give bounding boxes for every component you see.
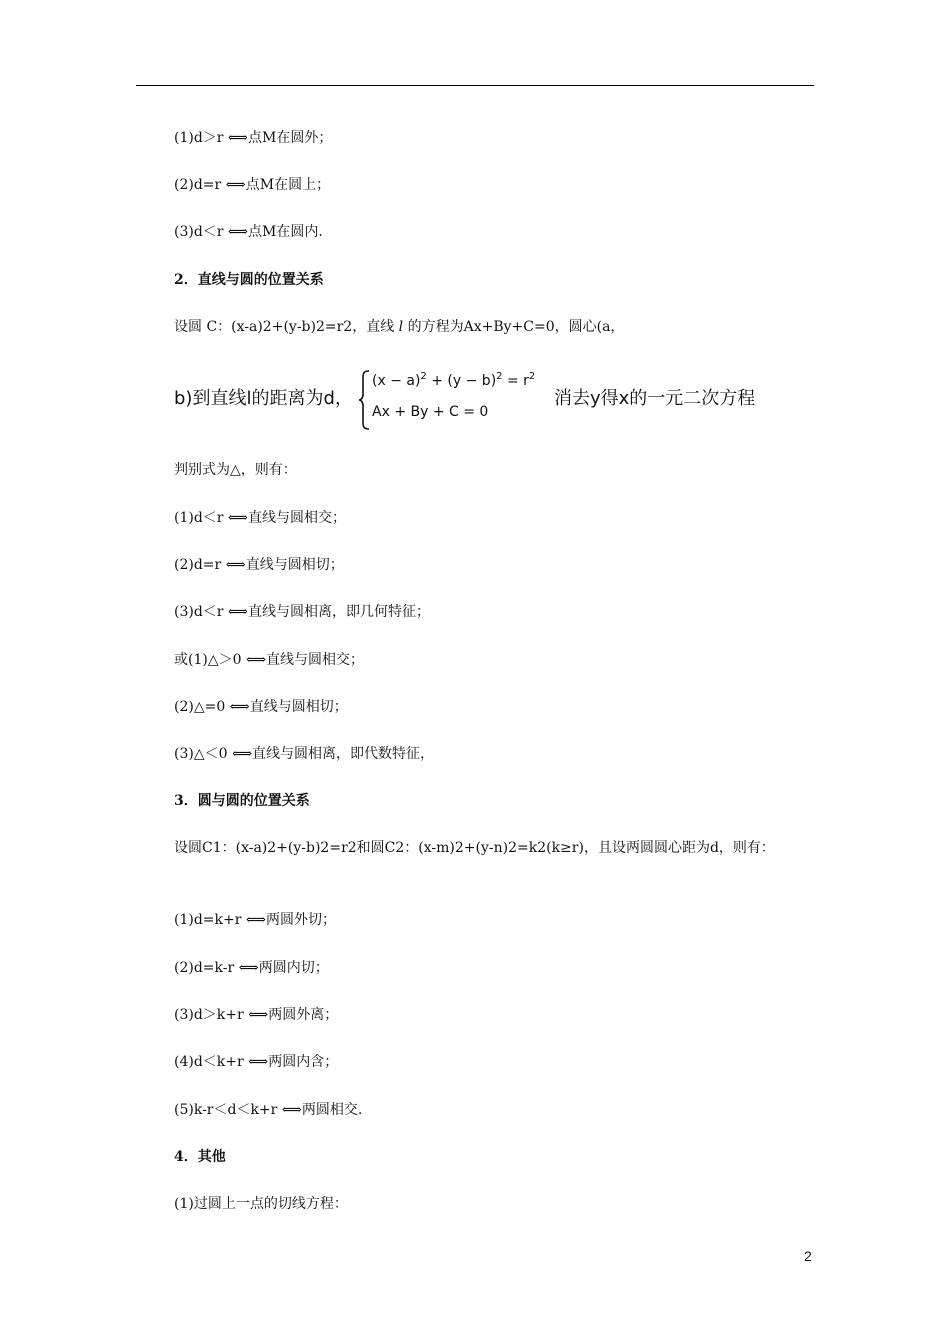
line-symbol-l: l (398, 319, 404, 335)
line-circle-separate-geometric: (3)d＜r ⟺直线与圆相离，即几何特征； (174, 604, 431, 620)
section-heading-line-circle: 2．直线与圆的位置关系 (174, 272, 324, 288)
system-of-equations (174, 370, 814, 432)
line-circle-tangent: (2)d=r ⟺直线与圆相切； (174, 557, 344, 573)
point-outside-circle: (1)d＞r ⟺点M在圆外； (174, 130, 333, 146)
point-inside-circle: (3)d＜r ⟺点M在圆内. (174, 224, 323, 240)
circles-internally-tangent: (2)d=k-r ⟺两圆内切； (174, 960, 329, 976)
eq1-term-x: (x − a) (372, 373, 421, 389)
left-brace-icon (358, 370, 370, 430)
eq1-exponent-2: 2 (496, 371, 503, 382)
eq1-term-r: = r (502, 373, 529, 389)
circles-contained: (4)d＜k+r ⟺两圆内含； (174, 1054, 339, 1070)
eq1-term-y: + (y − b) (426, 373, 497, 389)
page-number: 2 (804, 1248, 812, 1264)
circles-separate: (3)d＞k+r ⟺两圆外离； (174, 1007, 339, 1023)
line-circle-intro (174, 318, 624, 336)
discriminant-zero: (2)△=0 ⟺直线与圆相切； (174, 699, 348, 715)
circles-externally-tangent: (1)d=k+r ⟺两圆外切； (174, 912, 336, 928)
line-circle-intersect: (1)d＜r ⟺直线与圆相交； (174, 510, 347, 526)
discriminant-negative: (3)△＜0 ⟺直线与圆相离，即代数特征， (174, 746, 435, 762)
formula-lead-text: b)到直线l的距离为d， (174, 388, 353, 409)
intro-part-b: 的方程为Ax+By+C=0，圆心(a， (403, 319, 625, 335)
section-heading-circle-circle: 3．圆与圆的位置关系 (174, 793, 310, 809)
circles-intersect: (5)k-r＜d＜k+r ⟺两圆相交. (174, 1102, 363, 1118)
line-equation: Ax + By + C = 0 (372, 404, 489, 420)
section-heading-other: 4．其他 (174, 1149, 226, 1165)
circle-equation (372, 372, 535, 390)
header-rule (136, 85, 814, 86)
eq1-exponent-3: 2 (528, 371, 536, 382)
intro-part-a: 设圆 C：(x-a)2+(y-b)2=r2，直线 (174, 319, 399, 335)
formula-tail-text: 消去y得x的一元二次方程 (554, 388, 756, 409)
tangent-line-equation: (1)过圆上一点的切线方程： (174, 1196, 348, 1212)
eq1-exponent-1: 2 (420, 371, 427, 382)
point-on-circle: (2)d=r ⟺点M在圆上； (174, 177, 331, 193)
circle-circle-intro: 设圆C1：(x-a)2+(y-b)2=r2和圆C2：(x-m)2+(y-n)2=k2(k≥r)，且设两圆圆心距为d，则有： (174, 840, 775, 856)
discriminant-intro: 判别式为△，则有： (174, 462, 297, 478)
discriminant-positive: 或(1)△＞0 ⟺直线与圆相交； (174, 652, 365, 668)
